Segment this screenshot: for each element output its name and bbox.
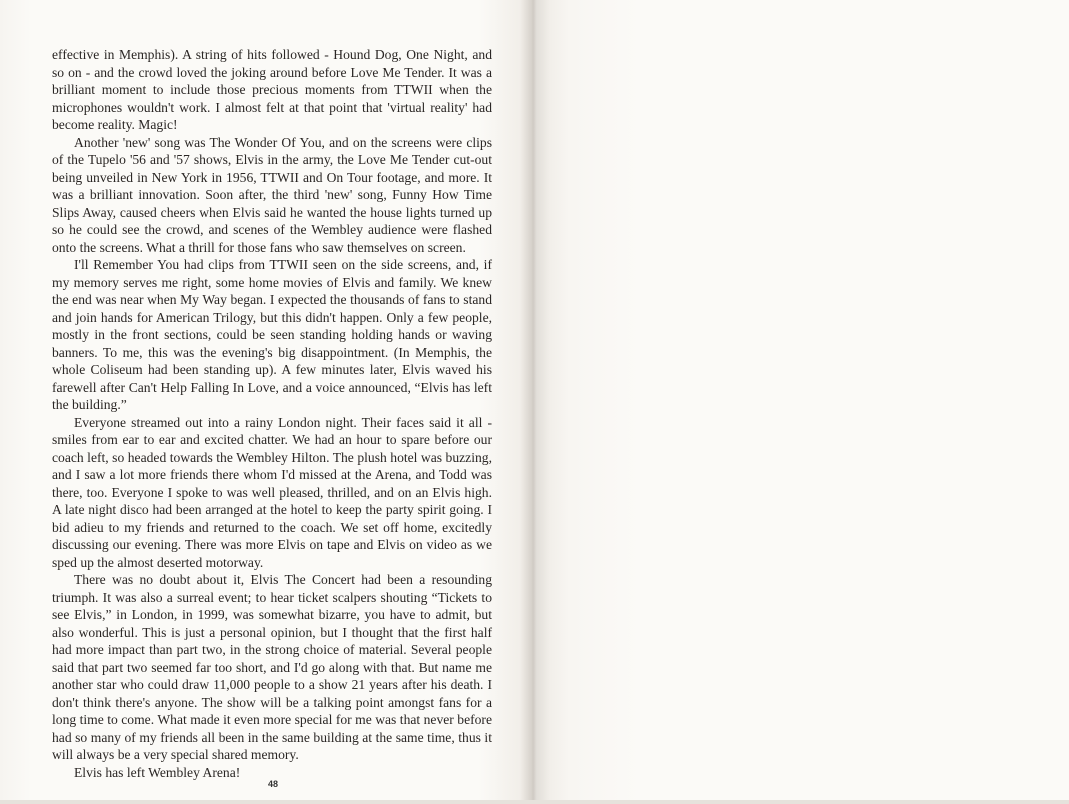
left-page — [0, 0, 532, 800]
left-paragraph-5: There was no doubt about it, Elvis The Concert had been a resounding triumph. It was also a surreal event; to hear ticket scalpers shouting “Tickets to see Elvis,” in London, in 1999, was somewhat bizarre, you have to admit, but also wonderful. This is just a personal opinion, but I thought that the first half had more impact than part two, in the strong choice of material. Several people said that part two seemed far too short, and I'd go along with that. But name me another star who could draw 11,000 people to a show 21 years after his death. I don't think there's anyone. The show will be a talking point amongst fans for a long time to come. What made it even more special for me was that never before had so many of my friends all been in the same building at the same time, thus it will always be a very special shared memory. — [52, 572, 492, 762]
left-paragraph-2: Another 'new' song was The Wonder Of You, and on the screens were clips of the Tupelo '56 and '57 shows, Elvis in the army, the Love Me Tender cut-out being unveiled in New York in 1956, TTWII and On Tour footage, and more. It was a brilliant innovation. Soon after, the third 'new' song, Funny How Time Slips Away, caused cheers when Elvis said he wanted the house lights turned up so he could see the crowd, and scenes of the Wembley audience were flashed onto the screens. What a thrill for those fans who saw themselves on screen. — [52, 134, 492, 255]
page-number-left: 48 — [268, 779, 279, 789]
left-paragraph-3: I'll Remember You had clips from TTWII seen on the side screens, and, if my memory serves me right, some home movies of Elvis and family. We knew the end was near when My Way began. I expected the thousands of fans to stand and join hands for American Trilogy, but this didn't happen. Only a few people, mostly in the front sections, could be seen standing holding hands or waving banners. To me, this was the evening's big disappointment. (In Memphis, the whole Coliseum had been standing up). A few minutes later, Elvis waved his farewell after Can't Help Falling In Love, and a voice announced, “Elvis has left the building.” — [52, 257, 492, 412]
left-paragraph-6: Elvis has left Wembley Arena! — [74, 764, 241, 780]
left-paragraph-4: Everyone streamed out into a rainy London night. Their faces said it all - smiles from ear to ear and excited chatter. We had an hour to spare before our coach left, so headed towards the Wembley Hilton. The plush hotel was buzzing, and I saw a lot more friends there whom I'd missed at the Arena, and Todd was there, too. Everyone I spoke to was well pleased, thrilled, and on an Elvis high. A late night disco had been arranged at the hotel to keep the party spirit going. I bid adieu to my friends and returned to the coach. We set off home, excitedly discussing our evening. There was more Elvis on tape and Elvis on video as we sped up the almost deserted motorway. — [52, 414, 492, 570]
left-paragraph-1: effective in Memphis). A string of hits followed - Hound Dog, One Night, and so on - and the crowd loved the joking around before Love Me Tender. It was a brilliant moment to include those precious moments from TTWII when the microphones wouldn't work. I almost felt at that point that 'virtual reality' had become reality. Magic! — [52, 47, 492, 132]
right-page — [532, 0, 1069, 800]
left-page-body — [52, 46, 492, 781]
